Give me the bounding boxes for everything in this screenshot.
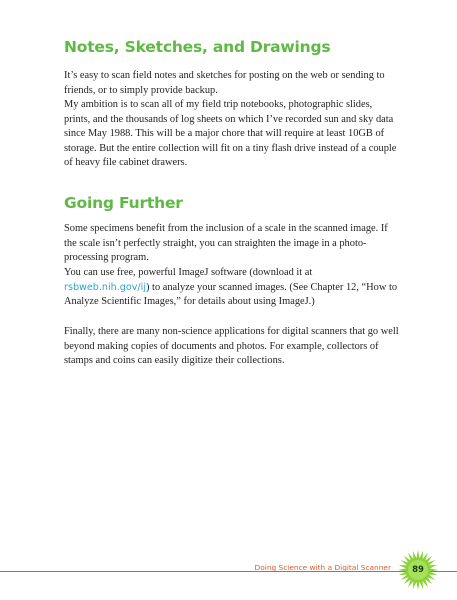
paragraph-text: You can use free, powerful ImageJ software (download it at: [64, 267, 313, 278]
section-heading-notes: Notes, Sketches, and Drawings: [64, 38, 331, 56]
section-heading-going-further: Going Further: [64, 194, 183, 212]
paragraph-text: ) to analyze your scanned images. (See Chapter 12, “How to Analyze Scientific Images,” for details about using ImageJ.): [64, 281, 398, 308]
imagej-download-link[interactable]: rsbweb.nih.gov/ij: [64, 281, 146, 293]
paragraph-with-link: [64, 266, 400, 310]
paragraph: It’s easy to scan field notes and sketches for posting on the web or sending to friends, or to simply provide backup.: [64, 70, 385, 96]
page-number-badge: [397, 549, 439, 591]
paragraph: Finally, there are many non-science applications for digital scanners that go well beyond making copies of documents and photos. For example, collectors of stamps and coins can easily digitize their collections.: [64, 326, 399, 367]
page-number: 89: [412, 565, 424, 575]
footer-book-title: Doing Science with a Digital Scanner: [254, 563, 391, 572]
paragraph: My ambition is to scan all of my field trip notebooks, photographic slides, prints, and the thousands of log sheets on which I’ve recorded sun and sky data since May 1988. This will be a major chore that will require at least 10GB of storage. But the entire collection will fit on a tiny flash drive instead of a couple of heavy file cabinet drawers.: [64, 99, 397, 169]
paragraph: Some specimens benefit from the inclusion of a scale in the scanned image. If the scale isn’t perfectly straight, you can straighten the image in a photo-processing program.: [64, 223, 388, 264]
